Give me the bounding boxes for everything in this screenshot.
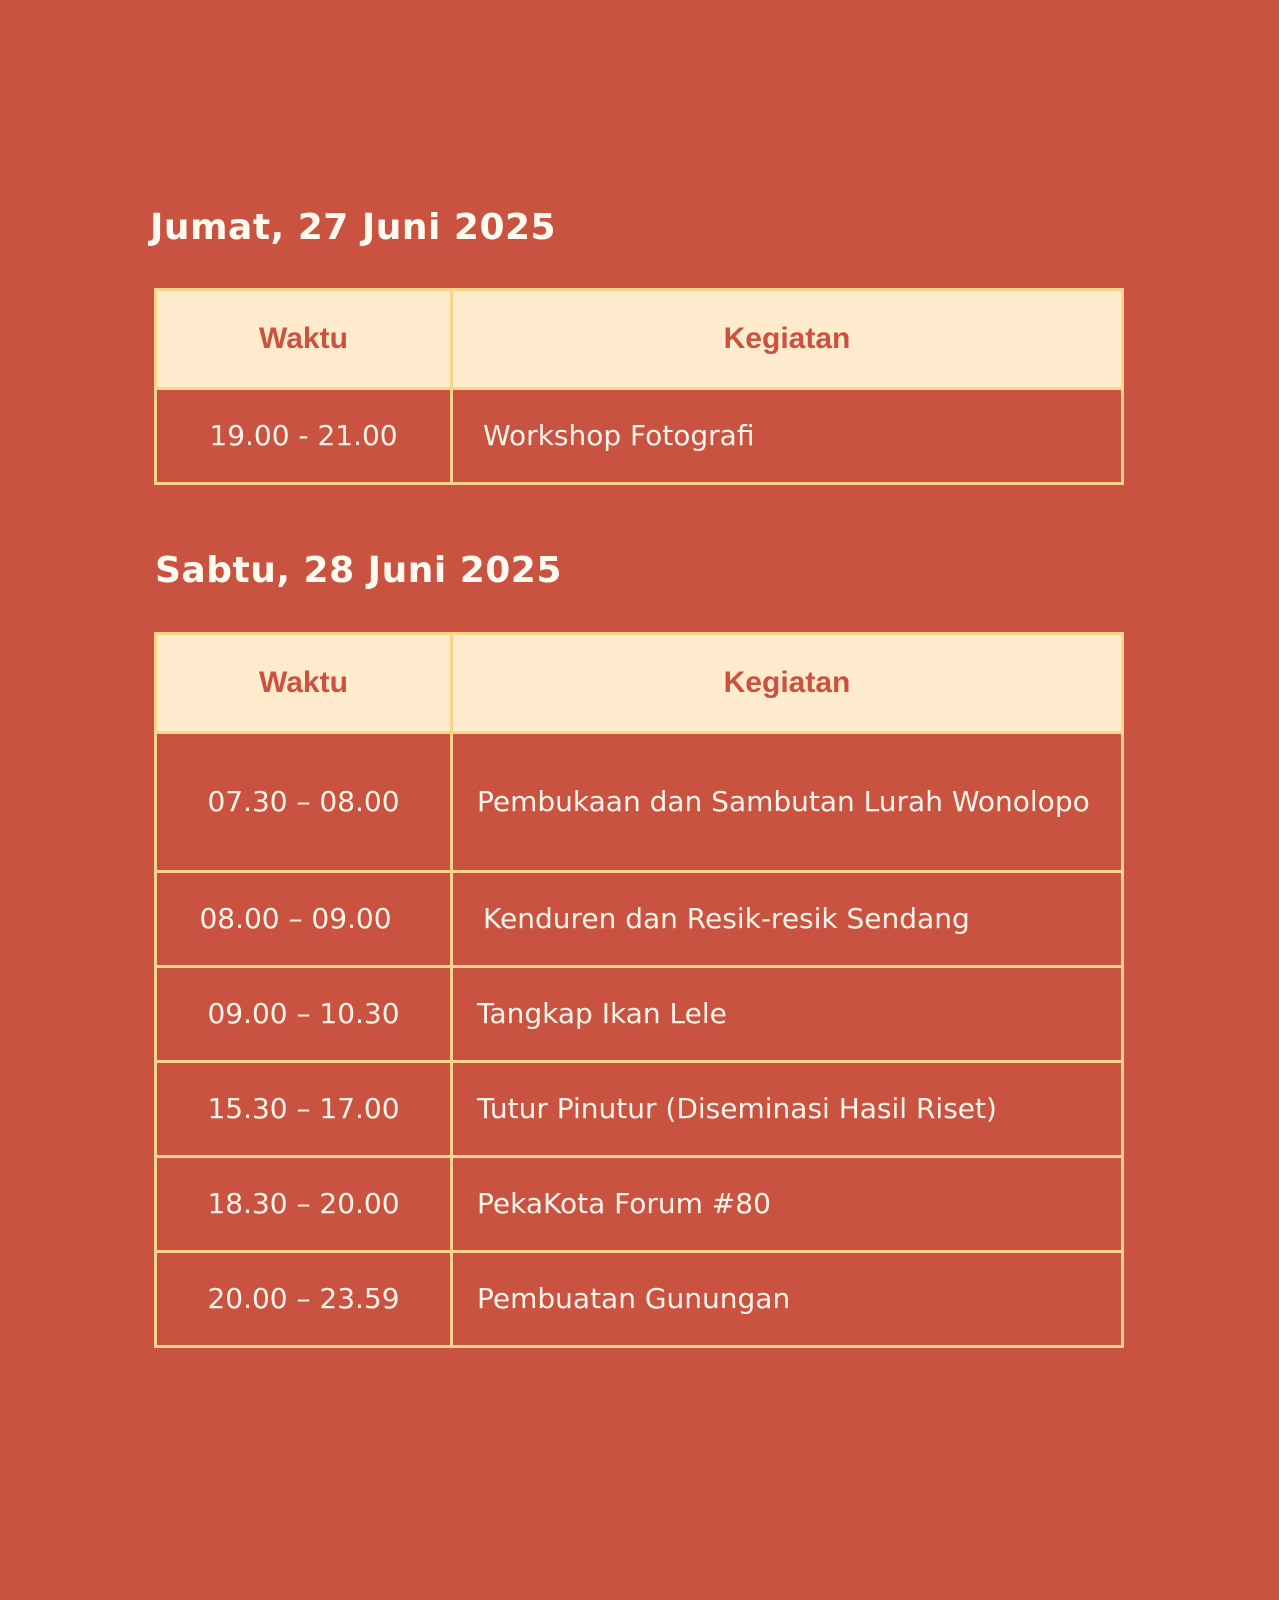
row-time: 19.00 - 21.00 [156, 389, 452, 484]
row-time: 15.30 – 17.00 [156, 1062, 452, 1157]
row-activity: Tangkap Ikan Lele [452, 967, 1123, 1062]
row-activity: Workshop Fotografi [452, 389, 1123, 484]
row-time: 18.30 – 20.00 [156, 1157, 452, 1252]
table-row [156, 1252, 1123, 1347]
table-row [156, 733, 1123, 872]
row-activity: Kenduren dan Resik-resik Sendang [452, 872, 1123, 967]
table-header-row [156, 290, 1123, 389]
day-title-saturday: Sabtu, 28 Juni 2025 [155, 550, 562, 591]
row-time: 20.00 – 23.59 [156, 1252, 452, 1347]
row-time: 09.00 – 10.30 [156, 967, 452, 1062]
day-title-friday: Jumat, 27 Juni 2025 [150, 207, 557, 248]
table-row [156, 1062, 1123, 1157]
header-time: Waktu [156, 634, 452, 733]
row-time: 08.00 – 09.00 [156, 872, 452, 967]
row-activity: PekaKota Forum #80 [452, 1157, 1123, 1252]
header-activity: Kegiatan [452, 634, 1123, 733]
row-activity: Tutur Pinutur (Diseminasi Hasil Riset) [452, 1062, 1123, 1157]
schedule-table-friday [154, 288, 1124, 485]
schedule-table-saturday [154, 632, 1124, 1348]
header-activity: Kegiatan [452, 290, 1123, 389]
table-header-row [156, 634, 1123, 733]
row-activity: Pembuatan Gunungan [452, 1252, 1123, 1347]
table-row [156, 1157, 1123, 1252]
row-time: 07.30 – 08.00 [156, 733, 452, 872]
row-activity: Pembukaan dan Sambutan Lurah Wonolopo [452, 733, 1123, 872]
table-row [156, 967, 1123, 1062]
table-row [156, 389, 1123, 484]
table-row [156, 872, 1123, 967]
header-time: Waktu [156, 290, 452, 389]
